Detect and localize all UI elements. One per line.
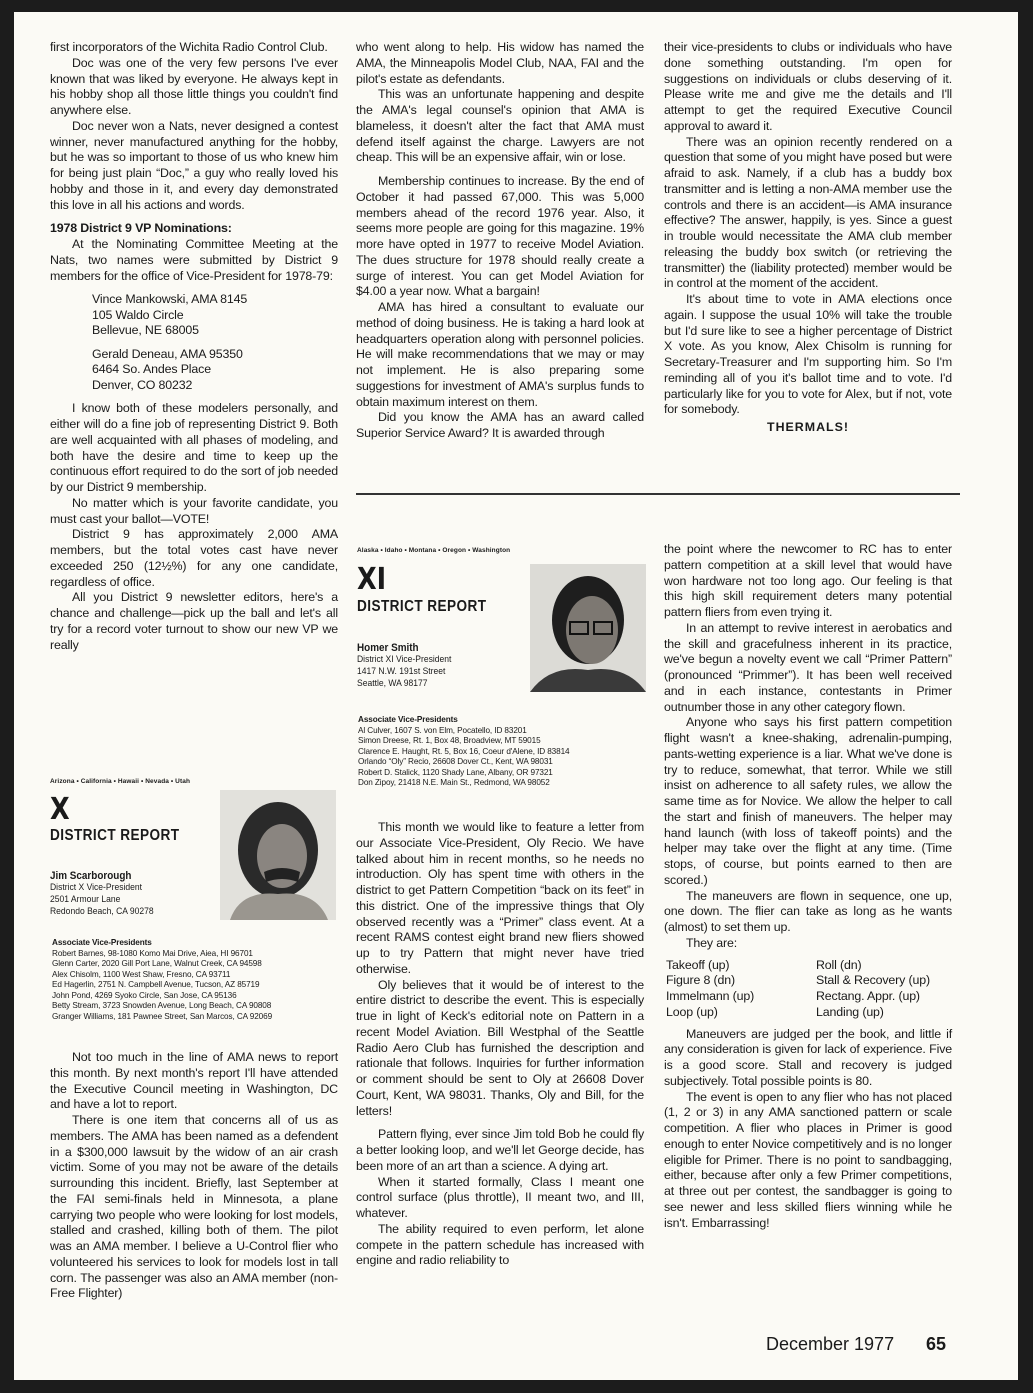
paragraph: I know both of these modelers personally, and either will do a fine job of representing District 9. Both are well acquainted with all phases of modeling, and both have the desire and time to keep up the continuous effort required to do the sort of job needed by our District 9 membership. (50, 401, 338, 494)
vp-city: Redondo Beach, CA 90278 (50, 906, 154, 917)
maneuver: Takeoff (up) (666, 957, 730, 972)
vp-name: Homer Smith (357, 642, 419, 654)
paragraph: Oly believes that it would be of interest to the entire district to describe the event. This is especially true in light of Keck's editorial note on Pattern in a recent Model Aviation. Bill Westphal of the Seattle Radio Aero Club has furnished the description and rationale that follows. Inquiries for further information or comment should be sent to Oly at 26608 Dover Court, Kent, WA 98031. Thanks, Oly and Bill, for the letters! (356, 977, 644, 1118)
associate-entry: Glenn Carter, 2020 Gill Port Lane, Walnut Creek, CA 94598 (52, 959, 262, 968)
vp-street: 2501 Armour Lane (50, 894, 121, 905)
district-xi-body-col2 (356, 820, 644, 1269)
paragraph: Did you know the AMA has an award called Superior Service Award? It is awarded through (356, 410, 644, 440)
associate-entry: Robert Barnes, 98-1080 Komo Mai Drive, Aiea, HI 96701 (52, 948, 253, 958)
paragraph: first incorporators of the Wichita Radio Control Club. (50, 40, 328, 54)
column-2-top (356, 40, 644, 442)
associates-heading: Associate Vice-Presidents (358, 715, 458, 724)
paragraph: All you District 9 newsletter editors, here's a chance and challenge—pick up the ball and let's all try for a record voter turnout to show our new VP we really (50, 590, 338, 652)
paragraph: The event is open to any flier who has not placed (1, 2 or 3) in any AMA sanctioned pattern or scale competition. A flier who places in Primer is good enough to enter Novice competitively and is no longer eligible for Primer. There is no point to sandbagging, either, because after only a few Primer competitions, at three out per contest, the sandbagger is going to see newer and less skilled fliers winning while he isn't. Embarrassing! (664, 1089, 952, 1230)
maneuver: Rectang. Appr. (up) (816, 989, 920, 1003)
paragraph: Maneuvers are judged per the book, and little if any consideration is given for lack of experience. Five is a good score. Stall and recovery is judged subjectively. Total possible points is 80. (664, 1026, 952, 1088)
paragraph: The maneuvers are flown in sequence, one up, one down. The flier can take as long as he wants (almost) to set them up. (664, 888, 952, 934)
associate-entry: Clarence E. Haught, Rt. 5, Box 16, Coeur d'Alene, ID 83814 (358, 746, 570, 756)
maneuver: Stall & Recovery (up) (816, 973, 930, 988)
paragraph: There was an opinion recently rendered on a question that some of you might have posed but were afraid to ask. Namely, if a club has a buddy box transmitter and is letting a non-AMA member use the controls and there is an accident—is AMA insurance effective? The answer, happily, is yes. Since a guest in trouble would necessitate the AMA club member releasing the buddy box switch (or retrieving the transmitter) the (liability protected) member would be in control at the moment of the accident. (664, 134, 952, 291)
associate-entry: Robert D. Stalick, 1120 Shady Lane, Albany, OR 97321 (358, 767, 553, 777)
paragraph: They are: (686, 935, 737, 950)
associate-entry: Don Zipoy, 21418 N.E. Main St., Redmond, WA 98052 (358, 778, 550, 787)
maneuver-list (666, 958, 952, 1021)
paragraph: District 9 has approximately 2,000 AMA members, but the total votes cast have never exceeded 250 (12½%) for any one candidate, regardless of office. (50, 527, 338, 589)
nominations-heading: 1978 District 9 VP Nominations: (50, 221, 232, 236)
district-x-body (50, 1050, 338, 1302)
district-states: Alaska • Idaho • Montana • Oregon • Washington (357, 547, 511, 554)
paragraph: who went along to help. His widow has named the AMA, the Minneapolis Model Club, NAA, FAI and the pilot's estate as defendants. (356, 40, 644, 86)
vp-photo (530, 564, 646, 692)
address-line: 6464 So. Andes Place (92, 362, 211, 377)
associate-entry: Simon Dreese, Rt. 1, Box 48, Broadview, MT 59015 (358, 736, 541, 745)
associate-entry: Ed Hagerlin, 2751 N. Campbell Avenue, Tucson, AZ 85719 (52, 980, 260, 989)
associate-vp-list (52, 938, 272, 1022)
associate-entry: Orlando “Oly” Recio, 26608 Dover Ct., Kent, WA 98031 (358, 757, 553, 766)
signoff: THERMALS! (767, 420, 849, 434)
district-number: X (50, 792, 70, 827)
paragraph: Doc never won a Nats, never designed a contest winner, never manufactured anything for the hobby, but he was so important to those of us who knew him for being just plain “Doc,” a guy who really loved his hobby and those in it, and every day demonstrated this love in all his actions and words. (50, 118, 338, 212)
district-report-title: DISTRICT REPORT (50, 827, 180, 844)
district-states: Arizona • California • Hawaii • Nevada • Utah (50, 778, 191, 785)
vp-info (50, 870, 154, 918)
address-line: Vince Mankowski, AMA 8145 (92, 292, 248, 307)
address-line: Denver, CO 80232 (92, 377, 193, 392)
column-1-top (50, 40, 338, 653)
paragraph: their vice-presidents to clubs or individuals who have done something outstanding. I'm open for suggestions on individuals or clubs deserving of it. Please write me and give me the details and I'll attempt to get the required Executive Council approval to award it. (664, 40, 952, 133)
vp-title: District X Vice-President (50, 882, 143, 893)
address-line: 105 Waldo Circle (92, 307, 184, 322)
paragraph: This month we would like to feature a letter from our Associate Vice-President, Oly Recio. We have talked about him in recent months, so he needs no introduction. Oly has spent time with others in the district to get Pattern Competition “back on its feet” in this district. One of the impressive things that Oly observed recently was a “Primer” class event. At a recent RAMS contest eight brand new fliers showed up to try Pattern that might never have tried otherwise. (356, 820, 644, 976)
paragraph: In an attempt to revive interest in aerobatics and the skill and gracefulness inherent in its practice, we've begun a novelty event we call “Primer Pattern” (pronounced “Primmer”). It has been well received and in each instance, contestants in Primer outnumber those in any other category flown. (664, 620, 952, 714)
candidate-address (50, 292, 338, 339)
district-xi-body-col3 (664, 542, 952, 1231)
paragraph: The ability required to even perform, let alone compete in the pattern schedule has increased with engine and radio reliability to (356, 1221, 644, 1268)
paragraph: At the Nominating Committee Meeting at the Nats, two names were submitted by District 9 members for the office of Vice-President for 1978-79: (50, 237, 338, 283)
maneuver: Immelmann (up) (666, 989, 755, 1003)
address-line: Bellevue, NE 68005 (92, 323, 199, 338)
paragraph: Not too much in the line of AMA news to report this month. By next month's report I'll have attended the Executive Council meeting in Washington, DC and have a lot to report. (50, 1050, 338, 1112)
district-report-title: DISTRICT REPORT (357, 598, 487, 615)
associate-entry: Betty Stream, 3723 Snowden Avenue, Long Beach, CA 90808 (52, 1001, 272, 1010)
paragraph: No matter which is your favorite candidate, you must cast your ballot—VOTE! (50, 495, 338, 526)
paragraph: When it started formally, Class I meant one control surface (plus throttle), II meant two, and III, whatever. (356, 1174, 644, 1220)
paragraph: AMA has hired a consultant to evaluate our method of doing business. He is taking a hard look at headquarters operation along with personnel policies. He will make recommendations that we may or may not implement. He is also preparing some suggestions for investment of AMA's surplus funds to obtain maximum interest on them. (356, 300, 644, 409)
associates-heading: Associate Vice-Presidents (52, 938, 152, 947)
maneuver: Landing (up) (816, 1004, 884, 1019)
vp-street: 1417 N.W. 191st Street (357, 666, 446, 677)
paragraph: It's about time to vote in AMA elections once again. I suppose the usual 10% will take the trouble but I'd sure like to see a higher percentage of District X vote. As you know, Alex Chisolm is running for Secretary-Treasurer and I'm supporting him. So I'm reminding all of you it's ballot time and to vote. I'd particularly like for you to vote for Alex, but if not, vote for somebody. (664, 292, 952, 417)
paragraph: the point where the newcomer to RC has to enter pattern competition at a skill level that would have won hardware not too long ago. Our feeling is that this high skill requirement deters many potential pattern fliers from even trying it. (664, 542, 952, 619)
maneuver: Figure 8 (dn) (666, 973, 735, 988)
address-line: Gerald Deneau, AMA 95350 (92, 346, 243, 361)
associate-entry: Al Culver, 1607 S. von Elm, Pocatello, ID 83201 (358, 725, 527, 735)
district-number: XI (357, 562, 387, 597)
section-divider (356, 493, 960, 495)
associate-vp-list (358, 715, 570, 789)
magazine-page (14, 12, 1018, 1380)
paragraph: Doc was one of the very few persons I've ever known that was liked by everyone. He always kept in his hobby shop all those little things you couldn't find anywhere else. (50, 55, 338, 117)
maneuver: Loop (up) (666, 1004, 718, 1019)
paragraph: Membership continues to increase. By the end of October it had passed 67,000. This was 5,000 members ahead of the record 1976 year. Also, it seems more people are going for this magazine. 19% more have opted in 1977 to receive Model Aviation. The dues structure for 1978 should really create a surge of interest. You can get Model Aviation for $4.00 a year now. What a bargain! (356, 174, 644, 299)
maneuver: Roll (dn) (816, 957, 862, 972)
paragraph: There is one item that concerns all of us as members. The AMA has been named as a defendent in a $300,000 lawsuit by the widow of an air crash victim. Some of you may not be aware of the details surrounding this incident. Briefly, last September at the FAI semi-finals held in Minnesota, a plane carrying two people who were looking for lost models, stalled and crashed, killing both of them. The pilot was an AMA member. I believe a U-Control flier who volunteered his services to look for models lost in tall corn. The passenger was also an AMA member (non-Free Flighter) (50, 1113, 338, 1301)
candidate-address (50, 347, 338, 394)
vp-city: Seattle, WA 98177 (357, 678, 428, 689)
vp-name: Jim Scarborough (50, 870, 132, 882)
vp-info (357, 642, 451, 690)
paragraph: Pattern flying, ever since Jim told Bob he could fly a better looking loop, and we'll let George decide, has been more of an art than a science. A dying art. (356, 1127, 644, 1173)
vp-title: District XI Vice-President (357, 654, 452, 665)
paragraph: This was an unfortunate happening and despite the AMA's legal counsel's opinion that AMA is blameless, it doesn't alter the fact that AMA must defend itself against the charge. Lawyers are not cheap. This will be an expensive affair, win or lose. (356, 87, 644, 165)
issue-date: December 1977 (766, 1334, 895, 1354)
associate-entry: John Pond, 4269 Syoko Circle, San Jose, CA 95136 (52, 990, 237, 1000)
page-number: 65 (926, 1334, 947, 1354)
vp-photo (220, 790, 336, 920)
paragraph: Anyone who says his first pattern competition flight wasn't a knee-shaking, adrenalin-pumping, pants-wetting experience is a liar. What we've done is try to reduce, somewhat, that terror. While we still insist on adherence to all safety rules, we allow the same time as for Novice. We allow the helper to call the start and finish of maneuvers. The helper may hand launch (with loss of takeoff points) and the helper may take over the flight at any time. (Time stops, of course, but points earned to then are scored.) (664, 715, 952, 887)
associate-entry: Granger Williams, 181 Pawnee Street, San Marcos, CA 92069 (52, 1011, 273, 1021)
column-3-top (664, 40, 952, 436)
associate-entry: Alex Chisolm, 1100 West Shaw, Fresno, CA 93711 (52, 969, 231, 979)
